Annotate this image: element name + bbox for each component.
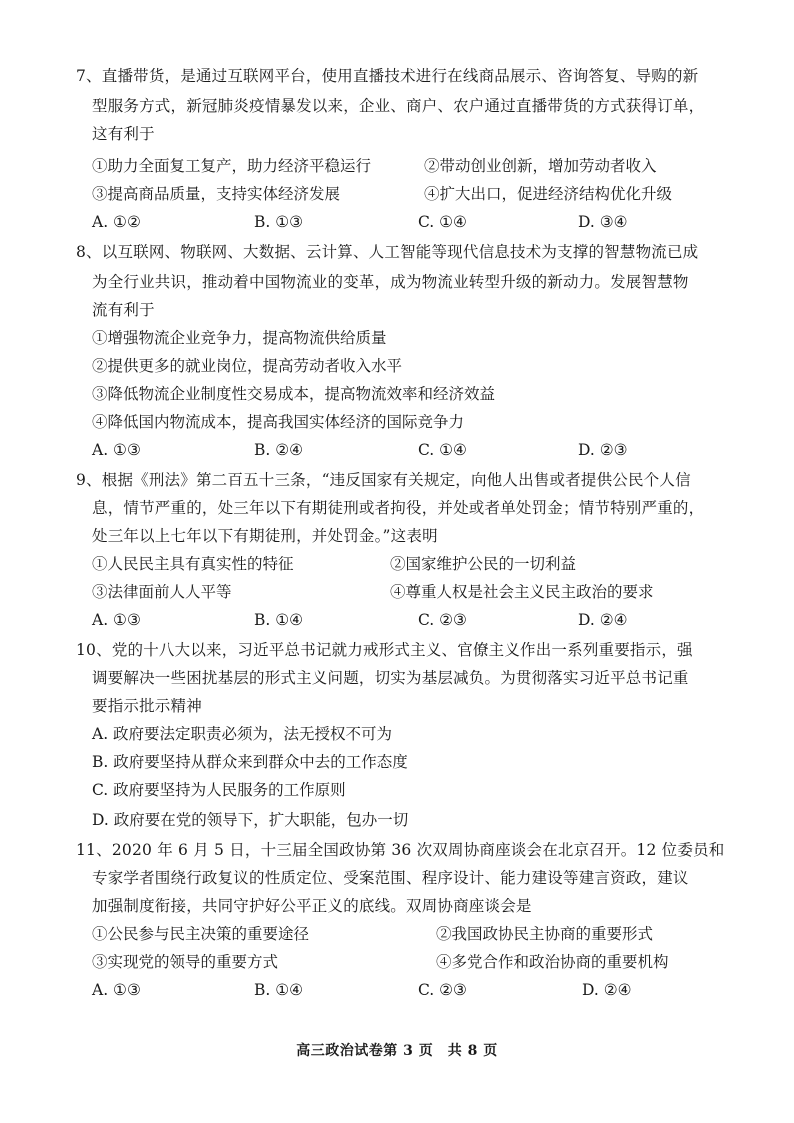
- question-11-statement-3: ③实现党的领导的重要方式: [92, 953, 279, 971]
- page-footer: 高三政治试卷第 3 页 共 8 页: [296, 1043, 498, 1059]
- question-9-choice-a[interactable]: A. ①③: [92, 611, 141, 629]
- question-10-stem-line-2: 调要解决一些困扰基层的形式主义问题，切实为基层减负。为贯彻落实习近平总书记重: [92, 669, 689, 687]
- question-9-statement-4: ④尊重人权是社会主义民主政治的要求: [390, 583, 654, 601]
- question-7-statement-3: ③提高商品质量，支持实体经济发展: [92, 185, 341, 203]
- question-7-stem-line-2: 型服务方式，新冠肺炎疫情暴发以来，企业、商户、农户通过直播带货的方式获得订单，: [92, 97, 705, 115]
- question-11-stem-line-2: 专家学者围绕行政复议的性质定位、受案范围、程序设计、能力建设等建言资政，建议: [92, 869, 689, 887]
- question-10-stem-line-3: 要指示批示精神: [92, 697, 202, 715]
- question-8-stem-line-3: 流有利于: [92, 301, 155, 319]
- question-9-stem-line-2: 息，情节严重的，处三年以下有期徒刑或者拘役，并处或者单处罚金；情节特别严重的，: [92, 499, 705, 517]
- question-7-choice-a[interactable]: A. ①②: [92, 213, 141, 231]
- question-7-choice-d[interactable]: D. ③④: [578, 213, 628, 231]
- question-7-stem-line-3: 这有利于: [92, 125, 155, 143]
- question-7-statement-2: ②带动创业创新，增加劳动者收入: [424, 157, 657, 175]
- question-8-statement-3: ③降低物流企业制度性交易成本，提高物流效率和经济效益: [92, 385, 496, 403]
- question-10-stem-line-1: 10、党的十八大以来，习近平总书记就力戒形式主义、官僚主义作出一系列重要指示，强: [76, 641, 693, 659]
- question-7-choice-b[interactable]: B. ①③: [254, 213, 304, 231]
- question-9-stem-line-1: 9、根据《刑法》第二百五十三条，“违反国家有关规定，向他人出售或者提供公民个人信: [76, 471, 691, 489]
- question-8-choice-d[interactable]: D. ②③: [578, 441, 628, 459]
- question-8-statement-1: ①增强物流企业竞争力，提高物流供给质量: [92, 329, 387, 347]
- question-11-choice-b[interactable]: B. ①④: [254, 981, 304, 999]
- question-8-stem-line-2: 为全行业共识，推动着中国物流业的变革，成为物流业转型升级的新动力。发展智慧物: [92, 273, 689, 291]
- question-7-stem-line-1: 7、直播带货，是通过互联网平台，使用直播技术进行在线商品展示、咨询答复、导购的新: [76, 67, 699, 85]
- question-11-stem-line-3: 加强制度衔接，共同守护好公平正义的底线。双周协商座谈会是: [92, 897, 532, 915]
- question-8-choice-a[interactable]: A. ①③: [92, 441, 141, 459]
- question-9-statement-1: ①人民民主具有真实性的特征: [92, 555, 294, 573]
- question-9-choice-c[interactable]: C. ②③: [418, 611, 467, 629]
- question-11-stem-line-1: 11、2020 年 6 月 5 日，十三届全国政协第 36 次双周协商座谈会在北京召开。12 位委员和: [76, 841, 725, 859]
- question-11-choice-c[interactable]: C. ②③: [418, 981, 467, 999]
- question-8-choice-b[interactable]: B. ②④: [254, 441, 304, 459]
- question-7-statement-1: ①助力全面复工复产，助力经济平稳运行: [92, 157, 372, 175]
- question-9-statement-3: ③法律面前人人平等: [92, 583, 232, 601]
- question-8-statement-4: ④降低国内物流成本，提高我国实体经济的国际竞争力: [92, 413, 465, 431]
- question-9-choice-b[interactable]: B. ①④: [254, 611, 304, 629]
- question-11-choice-d[interactable]: D. ②④: [582, 981, 632, 999]
- question-10-option-b[interactable]: B. 政府要坚持从群众来到群众中去的工作态度: [92, 753, 408, 771]
- question-10-option-d[interactable]: D. 政府要在党的领导下，扩大职能，包办一切: [92, 811, 409, 829]
- question-9-choice-d[interactable]: D. ②④: [578, 611, 628, 629]
- question-8-stem-line-1: 8、以互联网、物联网、大数据、云计算、人工智能等现代信息技术为支撑的智慧物流已成: [76, 243, 699, 261]
- question-11-statement-4: ④多党合作和政治协商的重要机构: [436, 953, 669, 971]
- question-11-choice-a[interactable]: A. ①③: [92, 981, 141, 999]
- question-10-option-a[interactable]: A. 政府要法定职责必须为，法无授权不可为: [92, 725, 393, 743]
- question-11-statement-1: ①公民参与民主决策的重要途径: [92, 925, 310, 943]
- question-10-option-c[interactable]: C. 政府要坚持为人民服务的工作原则: [92, 781, 346, 799]
- question-11-statement-2: ②我国政协民主协商的重要形式: [436, 925, 654, 943]
- question-8-statement-2: ②提供更多的就业岗位，提高劳动者收入水平: [92, 357, 403, 375]
- question-8-choice-c[interactable]: C. ①④: [418, 441, 467, 459]
- question-9-statement-2: ②国家维护公民的一切利益: [390, 555, 577, 573]
- question-9-stem-line-3: 处三年以上七年以下有期徒刑，并处罚金。”这表明: [92, 527, 438, 545]
- question-7-statement-4: ④扩大出口，促进经济结构优化升级: [424, 185, 673, 203]
- question-7-choice-c[interactable]: C. ①④: [418, 213, 467, 231]
